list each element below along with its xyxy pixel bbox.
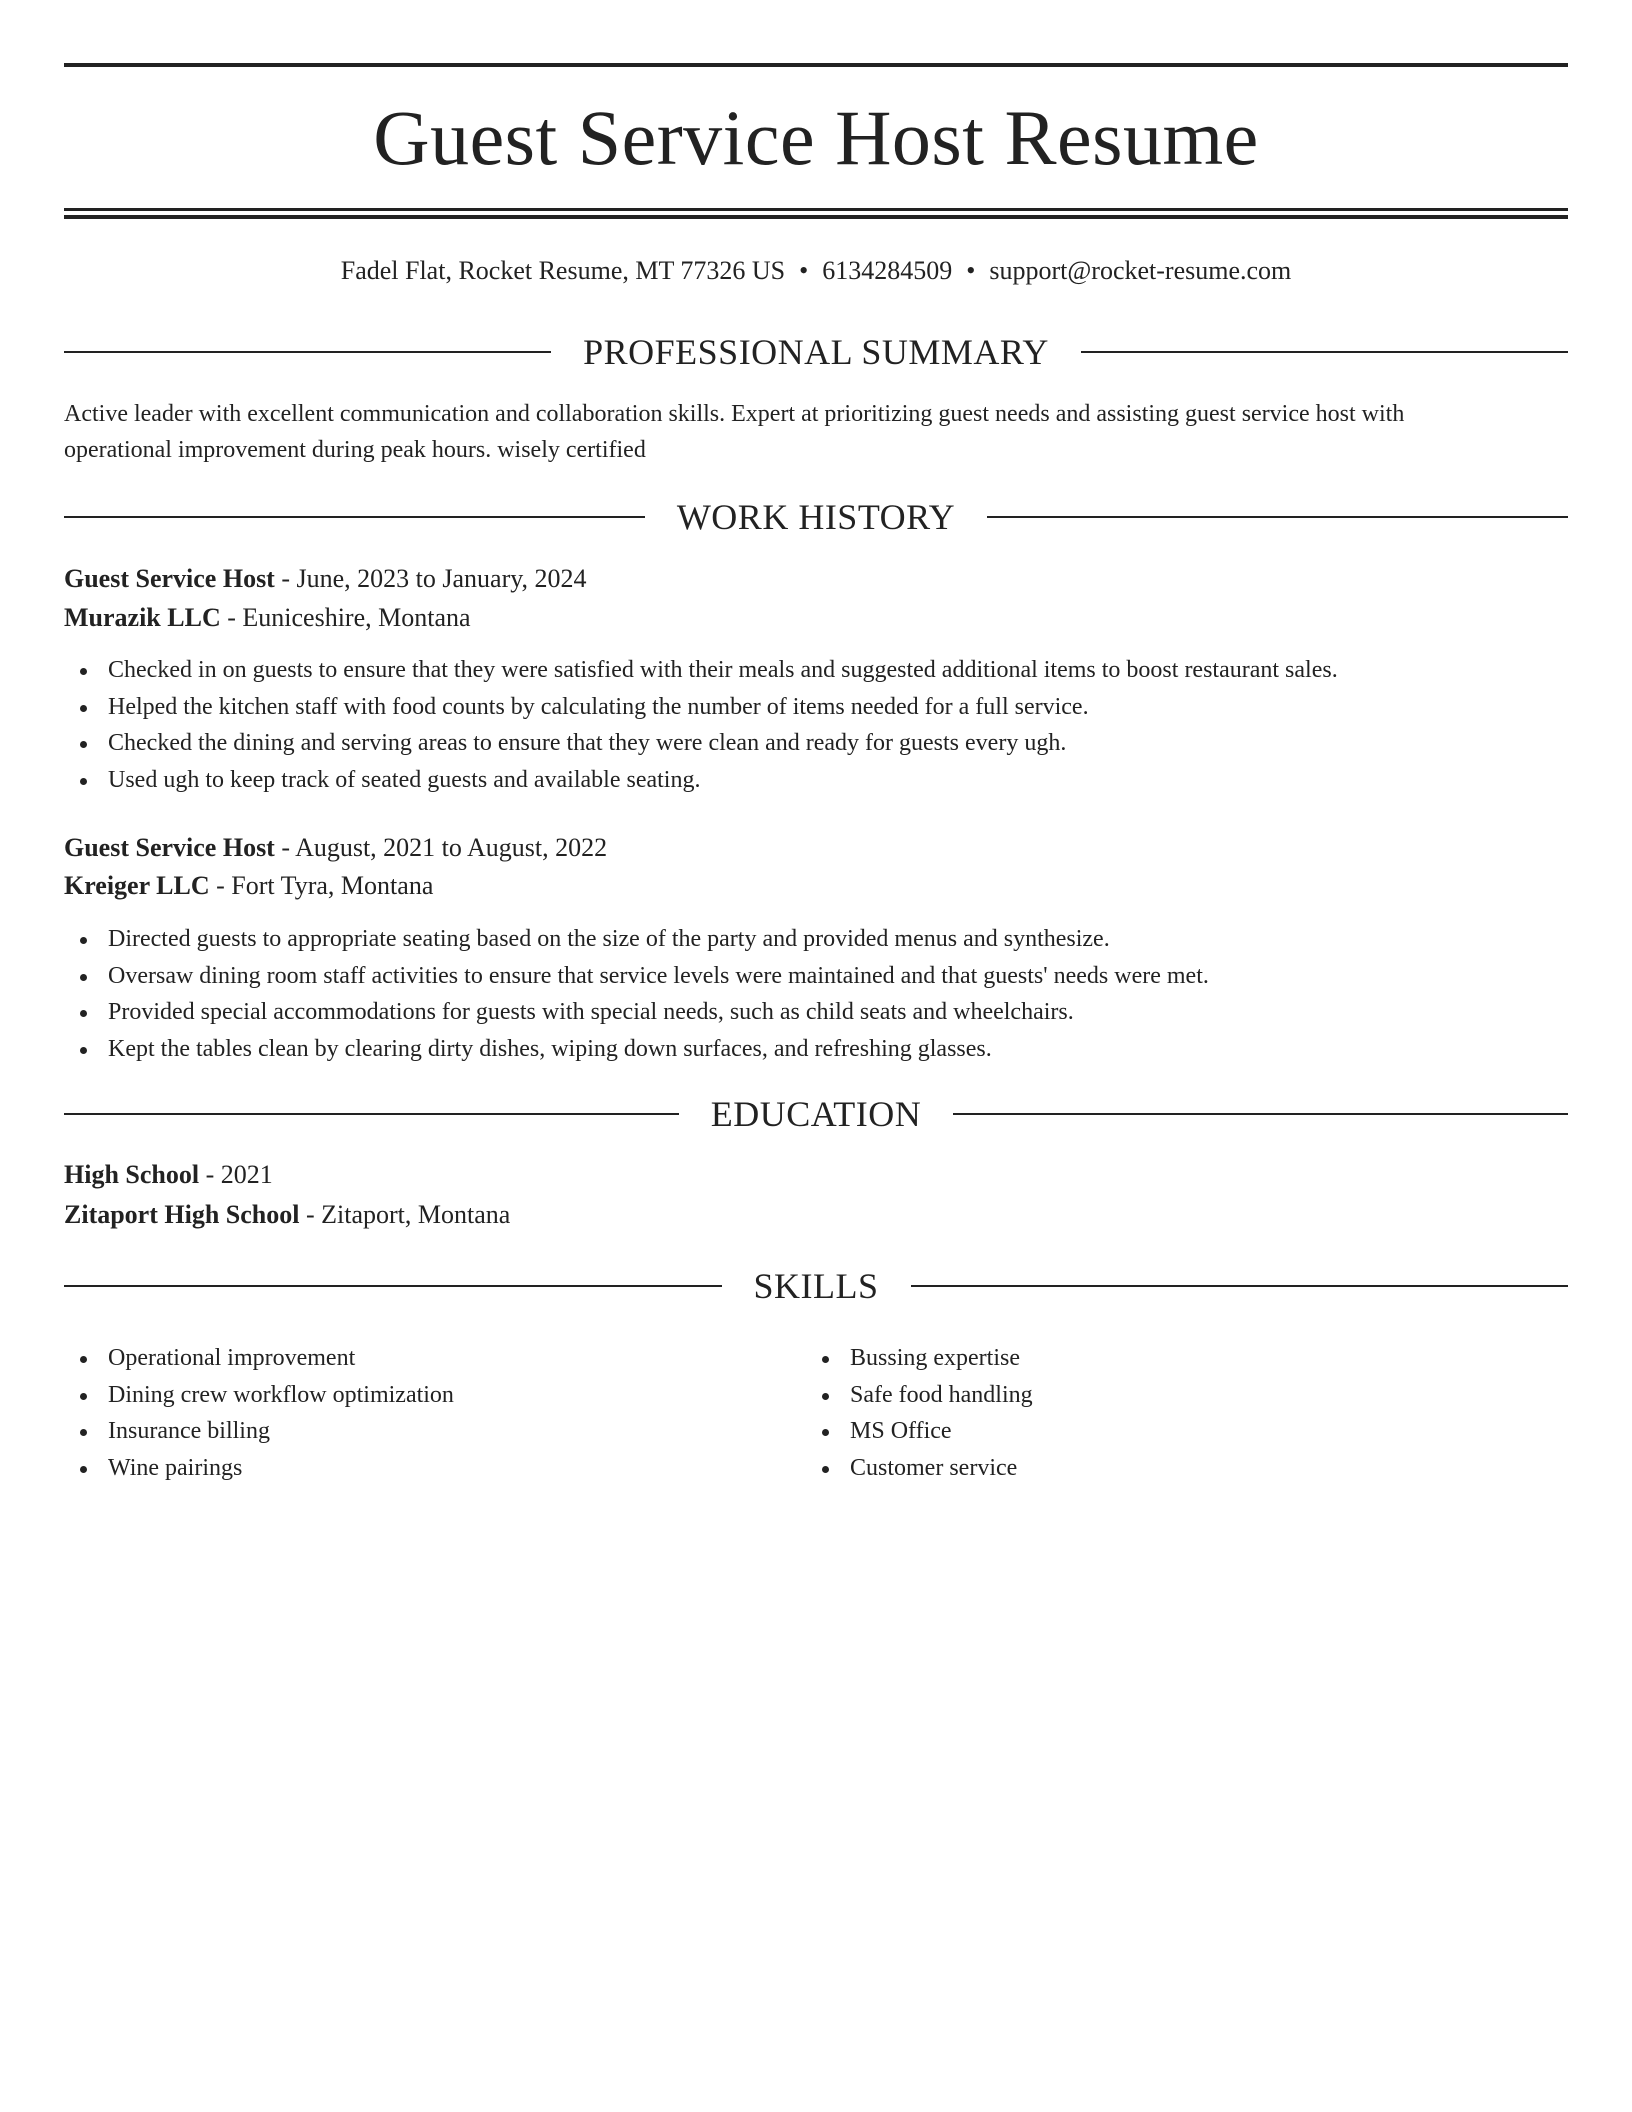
education-school: Zitaport High School xyxy=(64,1200,300,1229)
skills-heading: SKILLS xyxy=(753,1266,879,1306)
contact-line xyxy=(64,253,1568,289)
skill-item: MS Office xyxy=(806,1413,1632,1450)
summary-line: Active leader with excellent communication and collaboration skills. Expert at prioritizing guest needs and assisting guest service host with xyxy=(64,401,1405,427)
list-item: Directed guests to appropriate seating based on the size of the party and provided menus and synthesize. xyxy=(64,921,1568,958)
education-location: - Zitaport, Montana xyxy=(299,1200,511,1229)
contact-email: support@rocket-resume.com xyxy=(989,256,1292,285)
skill-item: Bussing expertise xyxy=(806,1340,1632,1377)
list-item: Used ugh to keep track of seated guests and available seating. xyxy=(64,762,1568,799)
education-year: - 2021 xyxy=(199,1160,273,1189)
job-title: Guest Service Host xyxy=(64,564,275,593)
list-item: Checked in on guests to ensure that they were satisfied with their meals and suggested additional items to boost restaurant sales. xyxy=(64,652,1568,689)
title-rule-upper xyxy=(64,208,1568,211)
contact-separator: • xyxy=(799,256,809,285)
section-rule-right xyxy=(987,516,1568,518)
education-school-line xyxy=(64,1197,1568,1233)
summary-heading: PROFESSIONAL SUMMARY xyxy=(583,332,1049,372)
contact-phone: 6134284509 xyxy=(822,256,953,285)
section-rule-left xyxy=(64,516,645,518)
job-location: - Fort Tyra, Montana xyxy=(209,871,434,900)
skill-item: Dining crew workflow optimization xyxy=(64,1377,1568,1414)
job-location: - Euniceshire, Montana xyxy=(220,603,471,632)
resume-title: Guest Service Host Resume xyxy=(373,94,1259,181)
section-rule-left xyxy=(64,351,551,353)
skill-item: Safe food handling xyxy=(806,1377,1632,1414)
summary-text xyxy=(64,396,1568,468)
section-rule-right xyxy=(911,1285,1569,1287)
list-item: Oversaw dining room staff activities to ensure that service levels were maintained and that guests' needs were met. xyxy=(64,958,1568,995)
job-duties-list xyxy=(64,921,1568,1067)
contact-separator: • xyxy=(966,256,976,285)
list-item: Kept the tables clean by clearing dirty dishes, wiping down surfaces, and refreshing glasses. xyxy=(64,1031,1568,1068)
list-item: Helped the kitchen staff with food counts by calculating the number of items needed for a full service. xyxy=(64,689,1568,726)
education-heading: EDUCATION xyxy=(710,1094,922,1134)
work-history-heading: WORK HISTORY xyxy=(676,497,956,537)
summary-section-header xyxy=(64,330,1568,374)
section-rule-left xyxy=(64,1113,679,1115)
skill-item: Customer service xyxy=(806,1450,1632,1487)
skill-item: Wine pairings xyxy=(64,1450,1568,1487)
job-title: Guest Service Host xyxy=(64,833,275,862)
list-item: Checked the dining and serving areas to ensure that they were clean and ready for guests every ugh. xyxy=(64,725,1568,762)
education-section-header xyxy=(64,1092,1568,1136)
section-rule-right xyxy=(953,1113,1568,1115)
section-rule-left xyxy=(64,1285,722,1287)
job-dates: - August, 2021 to August, 2022 xyxy=(274,833,608,862)
job-company-line xyxy=(64,600,1568,636)
skills-section-header xyxy=(64,1264,1568,1308)
job-company: Kreiger LLC xyxy=(64,871,210,900)
job-dates: - June, 2023 to January, 2024 xyxy=(274,564,587,593)
section-rule-right xyxy=(1081,351,1568,353)
skills-list-right xyxy=(806,1340,1632,1486)
education-degree: High School xyxy=(64,1160,200,1189)
summary-line: operational improvement during peak hours. wisely certified xyxy=(64,437,646,463)
work-history-section-header xyxy=(64,495,1568,539)
job-duties-list xyxy=(64,652,1568,798)
job-company-line xyxy=(64,868,1568,904)
skill-item: Insurance billing xyxy=(64,1413,1568,1450)
job-title-line xyxy=(64,830,1568,866)
education-degree-line xyxy=(64,1157,1568,1193)
skill-item: Operational improvement xyxy=(64,1340,1568,1377)
contact-address: Fadel Flat, Rocket Resume, MT 77326 US xyxy=(340,256,786,285)
top-rule xyxy=(64,63,1568,67)
job-company: Murazik LLC xyxy=(64,603,221,632)
list-item: Provided special accommodations for guests with special needs, such as child seats and wheelchairs. xyxy=(64,994,1568,1031)
job-title-line xyxy=(64,561,1568,597)
title-rule-lower xyxy=(64,215,1568,219)
